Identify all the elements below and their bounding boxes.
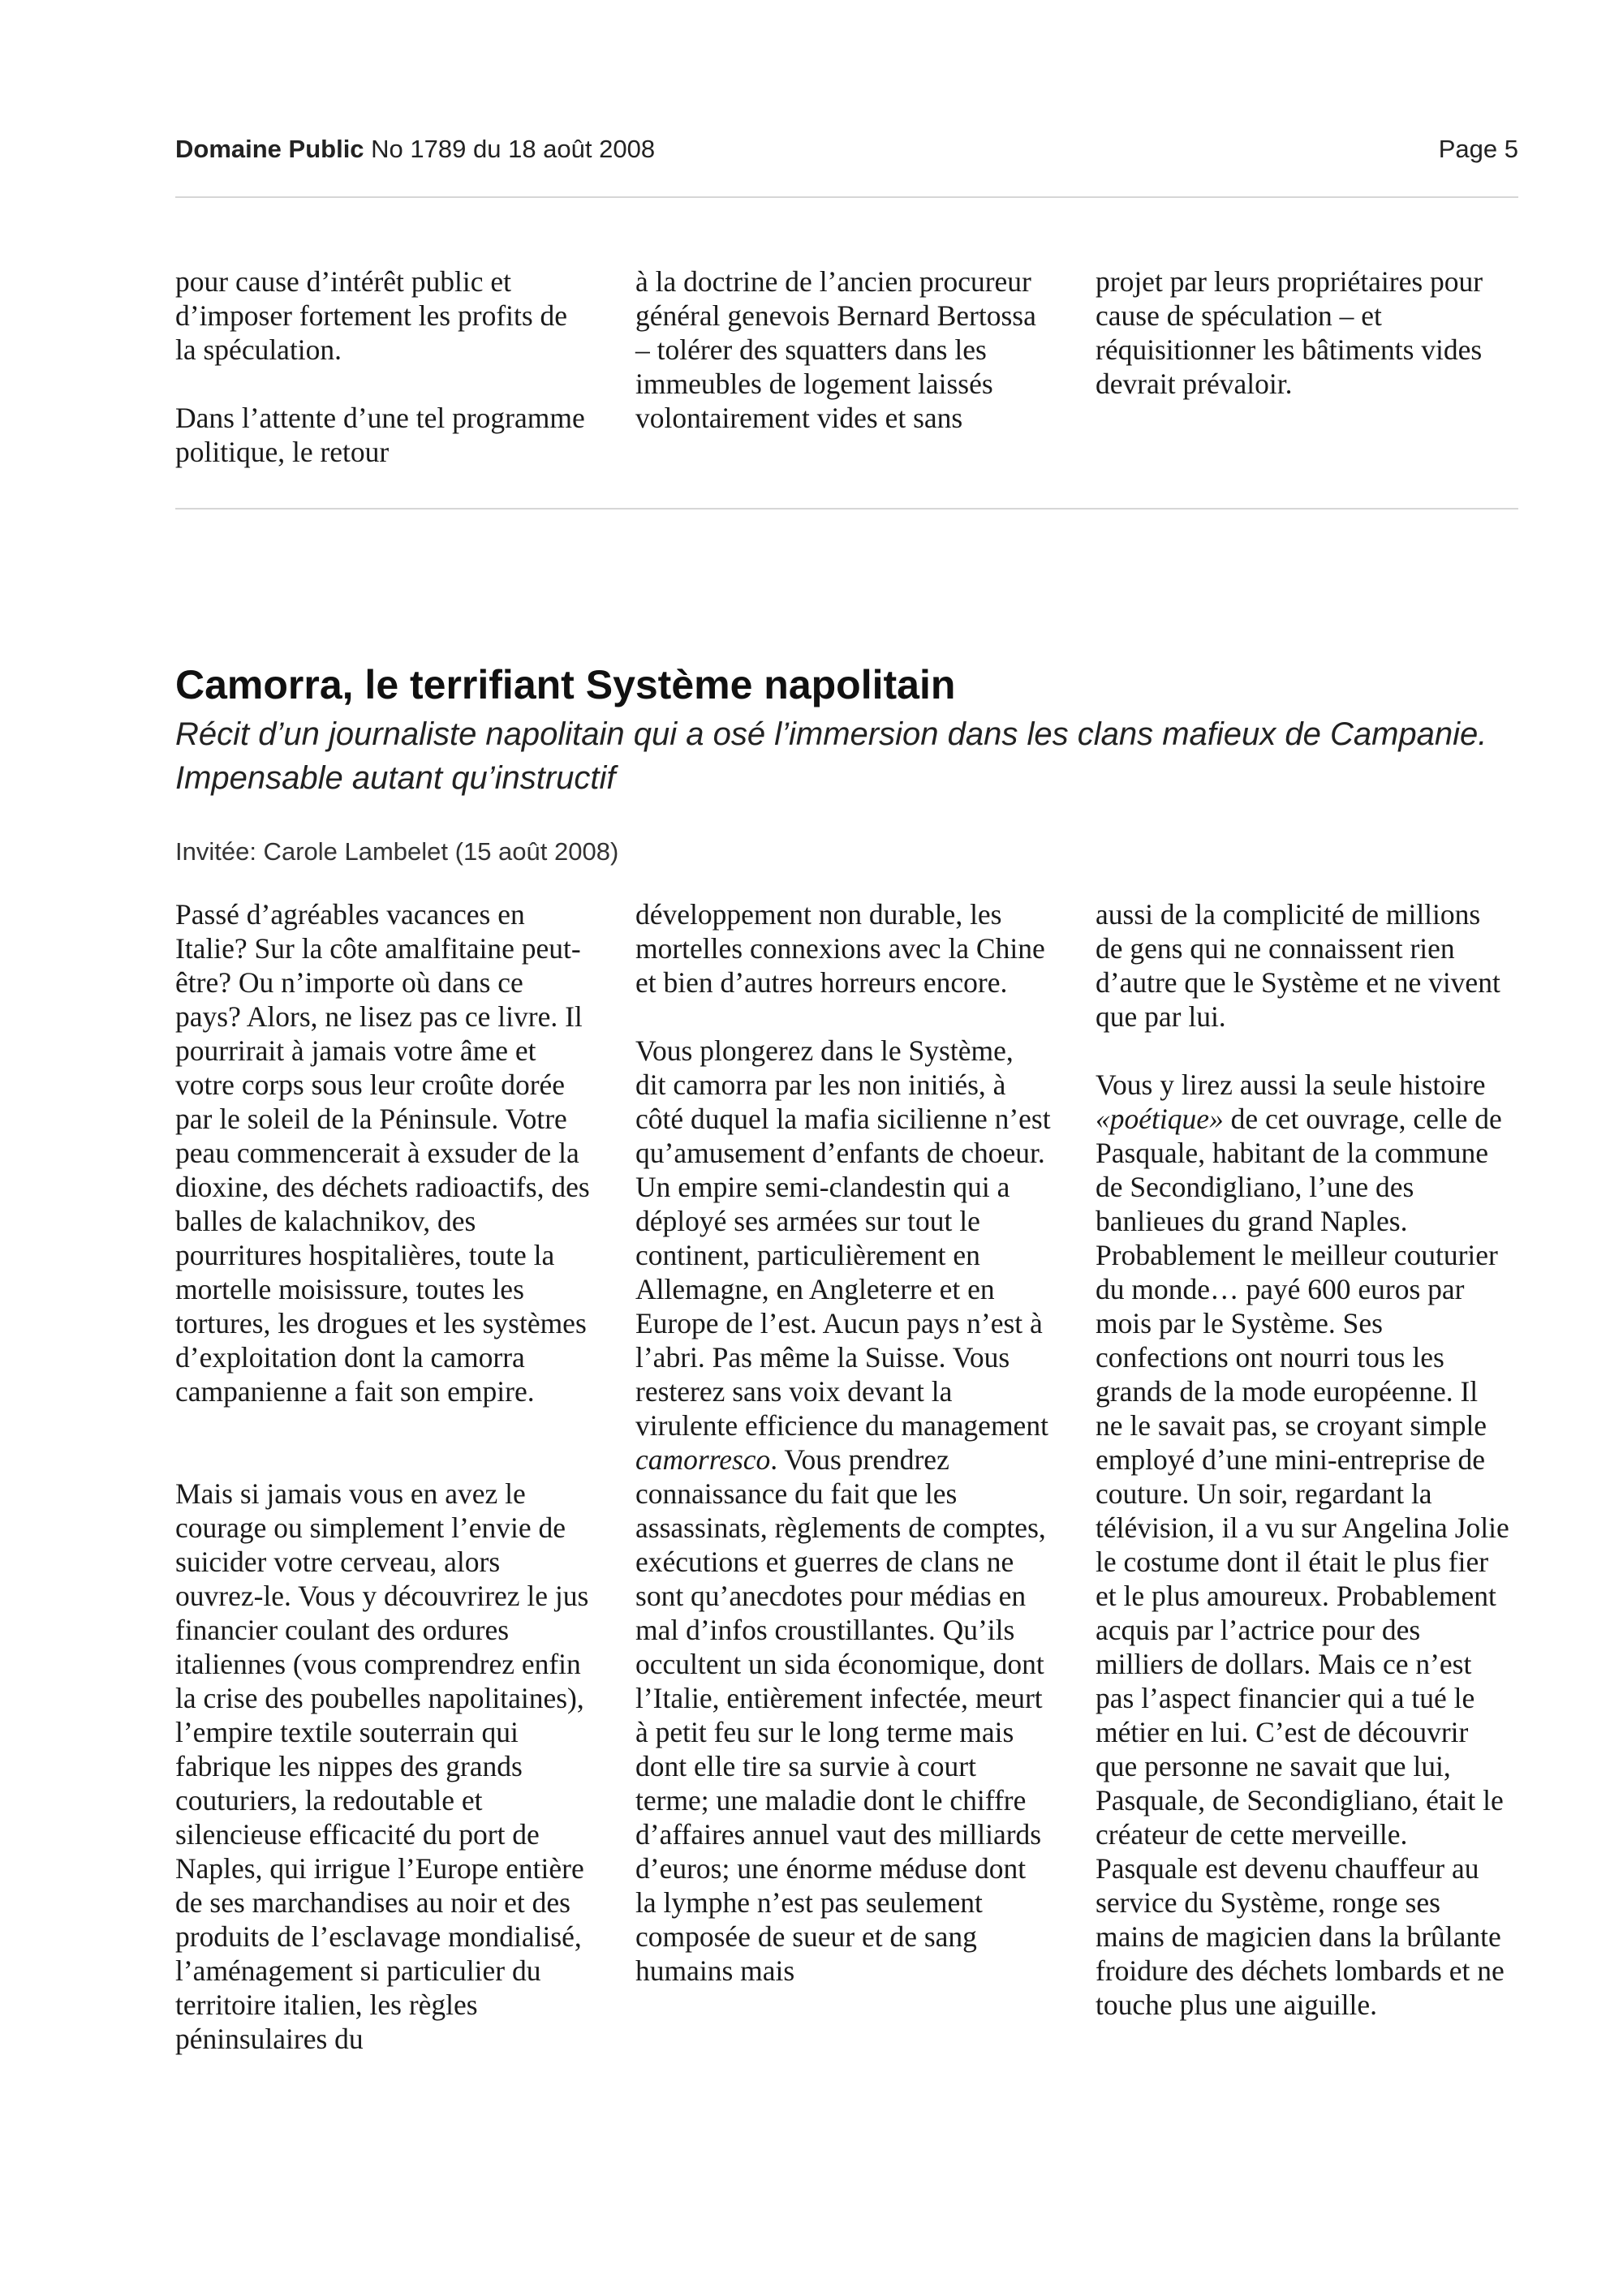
text-run: Vous plongerez dans le Système, dit camorra par les non initiés, à côté duquel la mafia sicilienne n’est qu’amusement d’enfants de choeur. Un empire semi-clandestin qui a déployé ses armées sur tout le continent, particulièrement en Allemagne, en Angleterre et en Europe de l’est. Aucun pays n’est à l’abri. Pas même la Suisse. Vous resterez sans voix devant la virulente efficience du management — [635, 1034, 1051, 1442]
text-run: . Vous prendrez connaissance du fait que les assassinats, règlements de comptes, exécutions et guerres de clans ne sont qu’anecdotes pour médias en mal d’infos croustillantes. Qu’ils occultent un sida économique, dont l’Italie, entièrement infectée, meurt à petit feu sur le long terme mais dont elle tire sa survie à court terme; une maladie dont le chiffre d’affaires annuel vaut des milliards d’euros; une énorme méduse dont la lymphe n’est pas seulement composée de sueur et de sang humains mais — [635, 1443, 1046, 1987]
italic-term: «poétique» — [1096, 1103, 1224, 1135]
prev-column-3 — [1096, 264, 1511, 469]
paragraph: projet par leurs propriétaires pour cause de spéculation – et réquisitionner les bâtiments vides devrait prévaloir. — [1096, 265, 1483, 400]
paragraph: Passé d’agréables vacances en Italie? Sur la côte amalfitaine peut-être? Ou n’importe où dans ce pays? Alors, ne lisez pas ce livre. Il pourrirait à jamais votre âme et votre corps sous leur croûte dorée par le soleil de la Péninsule. Votre peau commencerait à exsuder de la dioxine, des déchets radioactifs, des balles de kalachnikov, des pourritures hospitalières, toute la mortelle moisissure, toutes les tortures, les drogues et les systèmes d’exploitation dont la camorra campanienne a fait son empire. — [175, 898, 590, 1408]
previous-article-continuation — [175, 264, 1518, 469]
article-divider — [175, 508, 1518, 510]
article-subtitle: Récit d’un journaliste napolitain qui a osé l’immersion dans les clans mafieux de Campanie. Impensable autant qu’instructif — [175, 716, 1487, 796]
article-byline: Invitée: Carole Lambelet (15 août 2008) — [175, 837, 619, 866]
article-column-1 — [175, 897, 591, 2056]
article-body — [175, 897, 1518, 2056]
article-column-3 — [1096, 897, 1511, 2056]
header-left — [175, 135, 655, 164]
issue-info: No 1789 du 18 août 2008 — [371, 135, 656, 163]
paragraph: à la doctrine de l’ancien procureur général genevois Bernard Bertossa – tolérer des squatters dans les immeubles de logement laissés volontairement vides et sans — [635, 265, 1036, 434]
paragraph: Mais si jamais vous en avez le courage ou simplement l’envie de suicider votre cerveau, alors ouvrez-le. Vous y découvrirez le jus financier coulant des ordures italiennes (vous comprendrez enfin la crise des poubelles napolitaines), l’empire textile souterrain qui fabrique les nippes des grands couturiers, la redoutable et silencieuse efficacité du port de Naples, qui irrigue l’Europe entière de ses marchandises au noir et des produits de l’esclavage mondialisé, l’aménagement si particulier du territoire italien, les règles péninsulaires du — [175, 1477, 589, 2055]
italic-term: camorresco — [635, 1443, 771, 1476]
paragraph: pour cause d’intérêt public et d’imposer fortement les profits de la spéculation. — [175, 265, 568, 366]
header-divider — [175, 196, 1518, 198]
paragraph — [635, 1034, 1051, 1988]
page-header — [175, 135, 1518, 164]
paragraph — [1096, 1068, 1511, 2022]
article-column-2 — [635, 897, 1051, 2056]
paragraph: aussi de la complicité de millions de gens qui ne connaissent rien d’autre que le Système et ne vivent que par lui. — [1096, 898, 1500, 1033]
paragraph: Dans l’attente d’une tel programme politique, le retour — [175, 402, 585, 468]
text-run: de cet ouvrage, celle de Pasquale, habitant de la commune de Secondigliano, l’une des banlieues du grand Naples. Probablement le meilleur couturier du monde… payé 600 euros par mois par le Système. Ses confections ont nourri tous les grands de la mode européenne. Il ne le savait pas, se croyant simple employé d’une mini-entreprise de couture. Un soir, regardant la télévision, il a vu sur Angelina Jolie le costume dont il était le plus fier et le plus amoureux. Probablement acquis par l’actrice pour des milliers de dollars. Mais ce n’est pas l’aspect financier qui a tué le métier en lui. C’est de découvrir que personne ne savait que lui, Pasquale, de Secondigliano, était le créateur de cette merveille. Pasquale est devenu chauffeur au service du Système, ronge ses mains de magicien dans la brûlante froidure des déchets lombards et ne touche plus une aiguille. — [1096, 1103, 1509, 2021]
prev-column-2 — [635, 264, 1051, 469]
publication-name: Domaine Public — [175, 135, 364, 163]
page-number: Page 5 — [1438, 135, 1518, 163]
prev-column-1 — [175, 264, 591, 469]
article-title: Camorra, le terrifiant Système napolitain — [175, 662, 956, 707]
text-run: Vous y lirez aussi la seule histoire — [1096, 1068, 1486, 1101]
paragraph: développement non durable, les mortelles connexions avec la Chine et bien d’autres horreurs encore. — [635, 898, 1045, 999]
